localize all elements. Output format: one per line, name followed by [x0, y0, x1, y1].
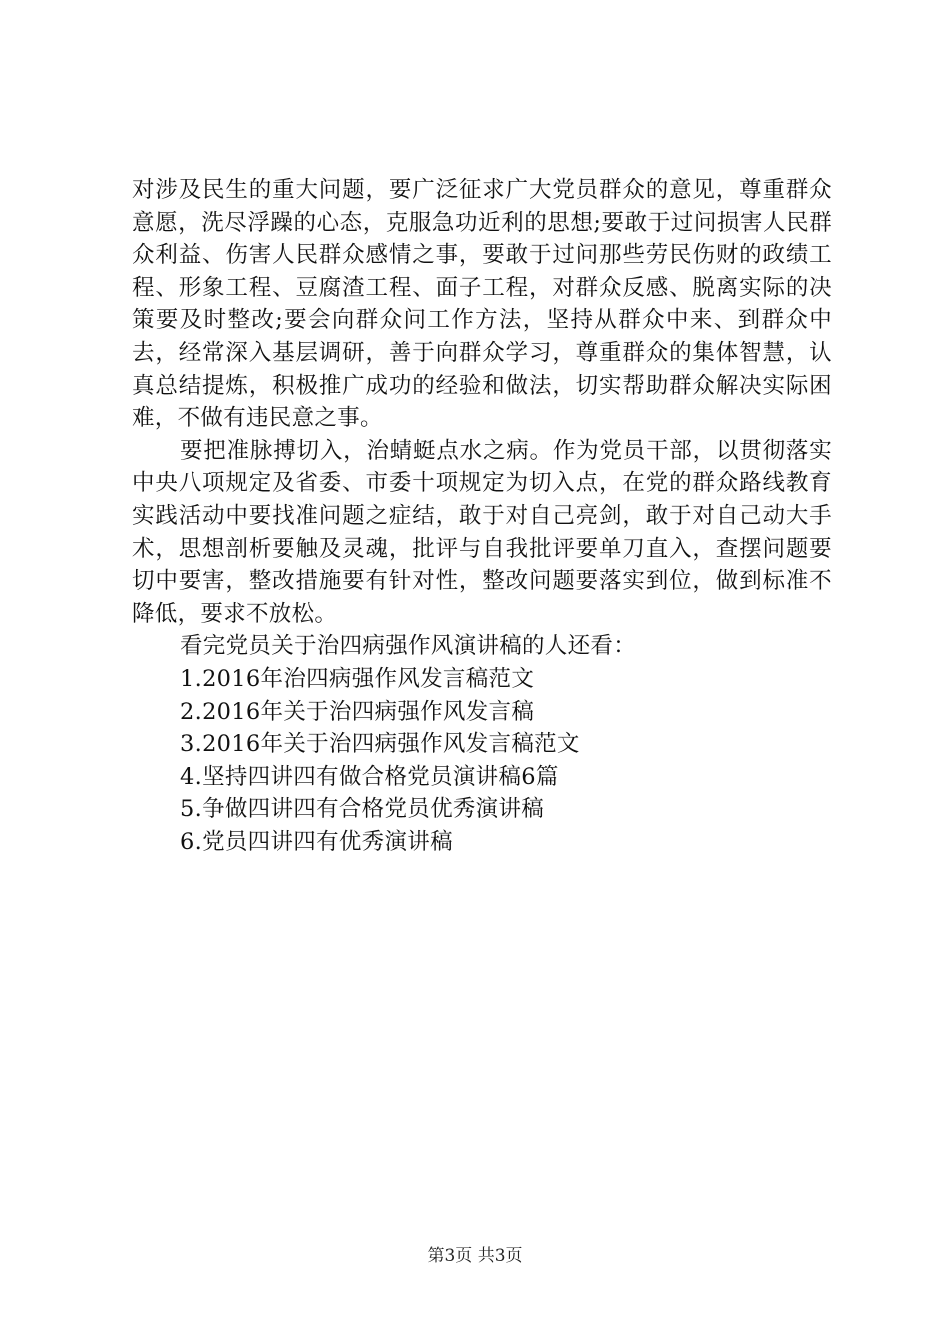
- related-articles-list: [132, 663, 832, 859]
- related-article-link[interactable]: 5.争做四讲四有合格党员优秀演讲稿: [180, 796, 545, 823]
- related-article-link[interactable]: 4.坚持四讲四有做合格党员演讲稿6篇: [180, 763, 559, 790]
- related-article-link[interactable]: 1.2016年治四病强作风发言稿范文: [180, 665, 535, 692]
- related-article-link[interactable]: 3.2016年关于治四病强作风发言稿范文: [180, 731, 580, 758]
- document-body: [132, 174, 832, 858]
- body-paragraph: 要把准脉搏切入，治蜻蜓点水之病。作为党员干部，以贯彻落实中央八项规定及省委、市委十项规定为切入点，在党的群众路线教育实践活动中要找准问题之症结，敢于对自己亮剑，敢于对自己动大手术，思想剖析要触及灵魂，批评与自我批评要单刀直入，查摆问题要切中要害，整改措施要有针对性，整改问题要落实到位，做到标准不降低，要求不放松。: [132, 437, 832, 627]
- related-articles-heading: 看完党员关于治四病强作风演讲稿的人还看：: [180, 633, 637, 660]
- body-paragraph: 对涉及民生的重大问题，要广泛征求广大党员群众的意见，尊重群众意愿，洗尽浮躁的心态，克服急功近利的思想;要敢于过问损害人民群众利益、伤害人民群众感情之事，要敢于过问那些劳民伤财的政绩工程、形象工程、豆腐渣工程、面子工程，对群众反感、脱离实际的决策要及时整改;要会向群众问工作方法，坚持从群众中来、到群众中去，经常深入基层调研，善于向群众学习，尊重群众的集体智慧，认真总结提炼，积极推广成功的经验和做法，切实帮助群众解决实际困难，不做有违民意之事。: [132, 177, 832, 432]
- related-article-link[interactable]: 2.2016年关于治四病强作风发言稿: [180, 698, 535, 725]
- related-article-link[interactable]: 6.党员四讲四有优秀演讲稿: [180, 828, 453, 855]
- page-number-footer: 第3页 共3页: [427, 1246, 523, 1266]
